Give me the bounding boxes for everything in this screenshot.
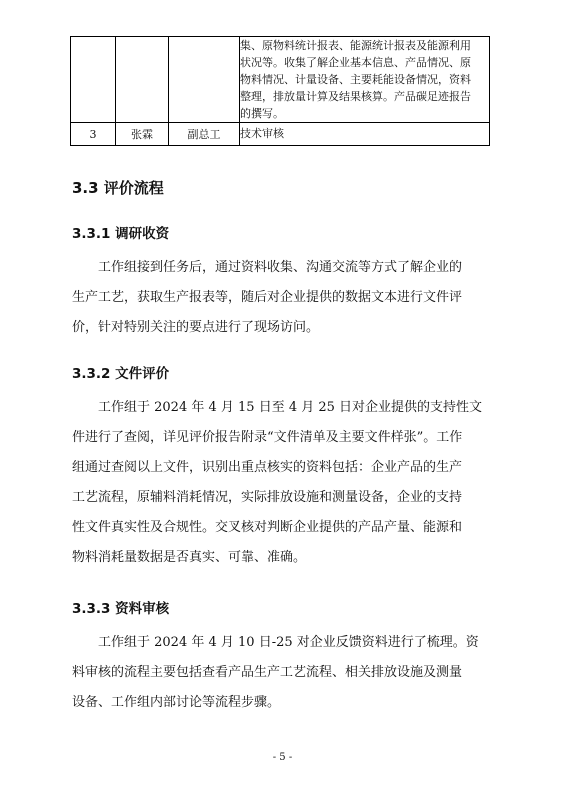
- table-cell-title: 副总工: [169, 123, 240, 146]
- paragraph-line: 料审核的流程主要包括查看产品生产工艺流程、相关排放设施及测量: [72, 665, 463, 680]
- paragraph-line: 价，针对特别关注的要点进行了现场访问。: [72, 320, 320, 335]
- table-cell-no: 3: [71, 123, 116, 146]
- section-heading-3-3-2: 3.3.2 文件评价: [72, 366, 170, 382]
- paragraph-line: 性文件真实性及合规性。交叉核对判断企业提供的产品产量、能源和: [72, 520, 463, 535]
- table-cell-duty: 技术审核: [240, 123, 490, 146]
- paragraph-line: 生产工艺，获取生产报表等，随后对企业提供的数据文本进行文件评: [72, 290, 463, 305]
- section-heading-3-3-1: 3.3.1 调研收资: [72, 226, 170, 242]
- duty-line: 状况等。收集了解企业基本信息、产品情况、原: [240, 56, 471, 69]
- table-row: [71, 37, 490, 123]
- table-cell-name: 张霖: [116, 123, 169, 146]
- paragraph-line: 工作组于 2024 年 4 月 10 日-25 对企业反馈资料进行了梳理。资: [98, 635, 479, 650]
- table-cell-duty: [240, 37, 490, 123]
- paragraph-line: 设备、工作组内部讨论等流程步骤。: [72, 695, 281, 710]
- paragraph-line: 工作组接到任务后，通过资料收集、沟通交流等方式了解企业的: [98, 260, 463, 275]
- paragraph-line: 件进行了查阅，详见评价报告附录“文件清单及主要文件样张”。工作: [72, 430, 463, 445]
- paragraph-line: 工作组于 2024 年 4 月 15 日至 4 月 25 日对企业提供的支持性文: [98, 400, 483, 415]
- page-number: - 5 -: [272, 752, 293, 763]
- section-heading-3-3: 3.3 评价流程: [72, 179, 164, 197]
- duty-line: 物料情况、计量设备、主要耗能设备情况，资料: [240, 73, 471, 86]
- duty-line: 的撰写。: [240, 107, 284, 120]
- paragraph-3-3-2: [72, 393, 490, 573]
- table-cell-name: [116, 37, 169, 123]
- paragraph-3-3-1: [72, 253, 490, 343]
- paragraph-3-3-3: [72, 628, 490, 718]
- table-row: [71, 123, 490, 146]
- personnel-table: [70, 36, 490, 146]
- table-cell-title: [169, 37, 240, 123]
- section-heading-3-3-3: 3.3.3 资料审核: [72, 601, 170, 617]
- paragraph-line: 物料消耗量数据是否真实、可靠、准确。: [72, 550, 307, 565]
- table-cell-no: [71, 37, 116, 123]
- paragraph-line: 组通过查阅以上文件，识别出重点核实的资料包括：企业产品的生产: [72, 460, 463, 475]
- duty-line: 整理，排放量计算及结果核算。产品碳足迹报告: [240, 90, 471, 103]
- duty-line: 集、原物料统计报表、能源统计报表及能源利用: [240, 39, 471, 52]
- paragraph-line: 工艺流程，原辅料消耗情况，实际排放设施和测量设备，企业的支持: [72, 490, 463, 505]
